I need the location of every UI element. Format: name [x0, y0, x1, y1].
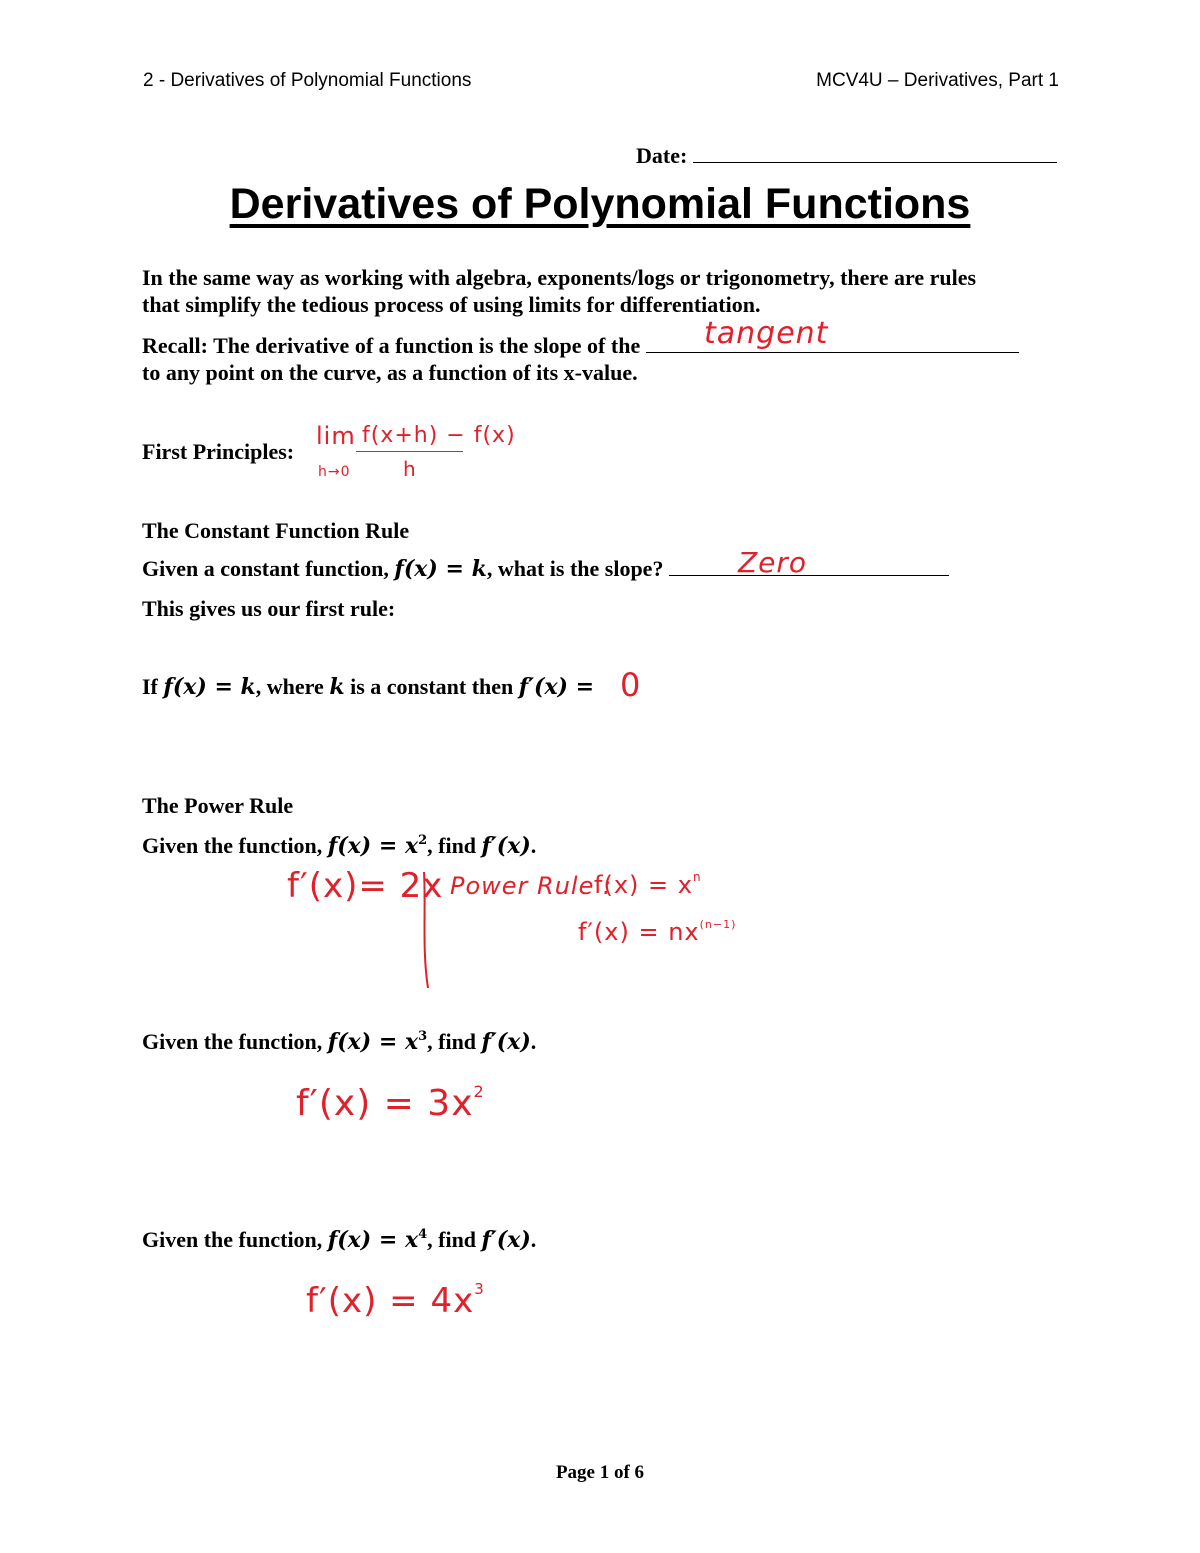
rule-math-1: f(x) = k: [163, 674, 256, 700]
question-text-a: Given a constant function,: [142, 556, 389, 581]
note-line-2-exp: (n−1): [699, 918, 737, 931]
question-text-b: , what is the slope?: [486, 556, 664, 581]
rule-text-b: , where: [255, 674, 324, 699]
answer-tangent: tangent: [704, 316, 829, 351]
rule-text-a: If: [142, 674, 158, 699]
date-blank[interactable]: [693, 144, 1057, 163]
q3-text-b: , find: [427, 1227, 477, 1252]
answer-zero: Zero: [738, 546, 808, 579]
q1-text-a: Given the function,: [142, 833, 323, 858]
limit-subscript: h→0: [318, 464, 351, 480]
q1-math: [328, 833, 427, 859]
constant-rule-heading: The Constant Function Rule: [142, 518, 410, 543]
header-right: MCV4U – Derivatives, Part 1: [816, 70, 1059, 91]
q2-text-a: Given the function,: [142, 1029, 323, 1054]
q2-math-base: f(x) = x: [327, 1029, 419, 1055]
rule-text-c: is a constant then: [350, 674, 514, 699]
recall-blank[interactable]: [646, 334, 1019, 353]
q1-math-base: f(x) = x: [327, 833, 419, 859]
constant-rule-question: [142, 556, 949, 582]
q1-text-b: , find: [427, 833, 477, 858]
fraction-bar: [356, 451, 463, 452]
q3-answer: [306, 1280, 485, 1321]
power-rule-heading: The Power Rule: [142, 793, 294, 818]
slope-blank[interactable]: [669, 557, 949, 576]
header-left: 2 - Derivatives of Polynomial Functions: [143, 70, 472, 91]
date-label: Date:: [636, 143, 688, 168]
rule-math-2: f′(x) =: [518, 674, 595, 700]
q2-answer: [296, 1082, 485, 1124]
first-principles-label: First Principles:: [142, 439, 295, 464]
answer-zero-digit: 0: [620, 666, 642, 704]
q3-text-a: Given the function,: [142, 1227, 323, 1252]
q3-answer-base: f′(x) = 4x: [306, 1281, 475, 1321]
note-line-2-base: f′(x) = nx: [578, 918, 700, 946]
recall-text: Recall: The derivative of a function is the slope of the: [142, 333, 641, 358]
power-rule-question-1: [142, 833, 536, 859]
power-rule-question-2: [142, 1029, 536, 1055]
note-line-1-base: f(x) = x: [594, 871, 693, 899]
q3-period: .: [530, 1227, 537, 1252]
power-rule-note-line-1: [594, 870, 702, 899]
power-rule-note-line-2: [578, 918, 736, 946]
constant-rule-statement: [142, 674, 594, 700]
q2-answer-exp: 2: [473, 1082, 485, 1101]
q2-period: .: [530, 1029, 537, 1054]
q1-period: .: [530, 833, 537, 858]
rule-k: k: [329, 674, 345, 700]
q2-math-2: f′(x): [481, 1029, 531, 1055]
q1-exponent: 2: [418, 833, 428, 848]
q3-math-base: f(x) = x: [327, 1227, 419, 1253]
question-math: f(x) = k: [394, 556, 487, 582]
q2-text-b: , find: [427, 1029, 477, 1054]
handwritten-divider: [418, 870, 438, 995]
difference-quotient-denominator: h: [403, 457, 417, 481]
power-rule-question-3: [142, 1227, 536, 1253]
difference-quotient-numerator: f(x+h) − f(x): [362, 423, 516, 448]
q2-exponent: 3: [418, 1029, 428, 1044]
recall-line-1: [142, 333, 1019, 359]
date-field: [636, 143, 1057, 169]
intro-line-1: In the same way as working with algebra, exponents/logs or trigonometry, there are rules: [142, 265, 977, 290]
limit-symbol: lim: [316, 422, 356, 450]
q2-math: [328, 1029, 427, 1055]
q3-math-2: f′(x): [481, 1227, 531, 1253]
page-title: Derivatives of Polynomial Functions: [229, 180, 971, 228]
q3-answer-exp: 3: [474, 1280, 485, 1298]
q3-math: [328, 1227, 427, 1253]
intro-line-2: that simplify the tedious process of using limits for differentiation.: [142, 292, 761, 317]
first-rule-intro: This gives us our first rule:: [142, 596, 396, 621]
power-rule-note-label: Power Rule :: [450, 872, 613, 900]
q2-answer-base: f′(x) = 3x: [296, 1083, 474, 1124]
page-number: Page 1 of 6: [555, 1462, 645, 1483]
q1-math-2: f′(x): [481, 833, 531, 859]
q1-answer: f′(x)= 2x: [287, 866, 444, 906]
recall-line-2: to any point on the curve, as a function of its x-value.: [142, 360, 638, 385]
note-line-1-exp: n: [692, 870, 702, 884]
q3-exponent: 4: [418, 1227, 428, 1242]
